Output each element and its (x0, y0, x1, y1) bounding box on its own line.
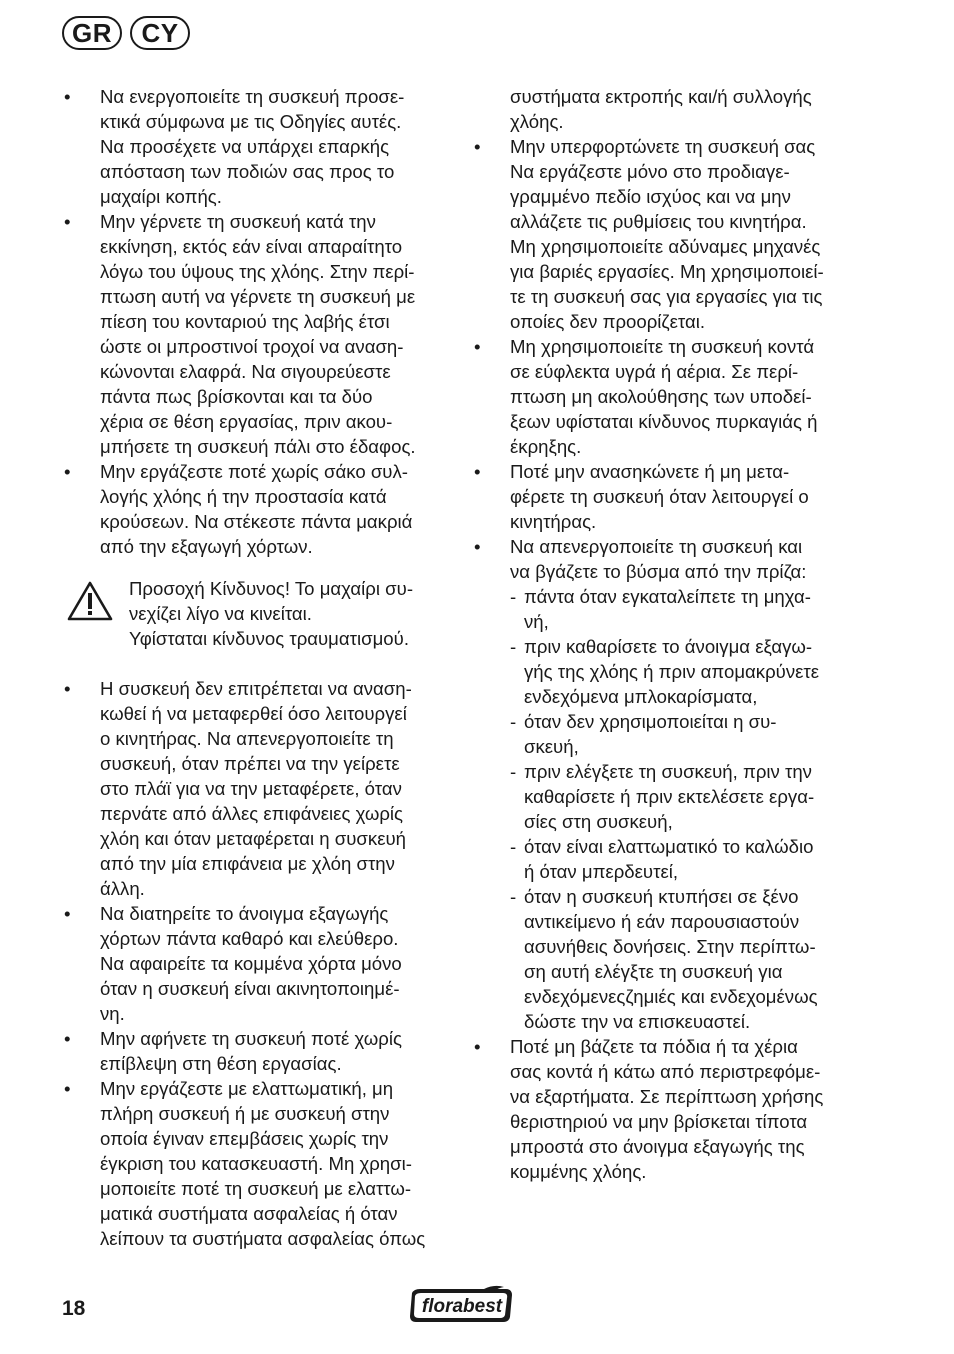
text-line: λόγω του ύψους της χλόης. Στην περί- (100, 261, 415, 282)
left-column (62, 84, 452, 1251)
text-line: κωθεί ή να μεταφερθεί όσο λειτουργεί (100, 703, 407, 724)
text-line: ενδεχόμενεςζημιές και ενδεχομένως (524, 986, 818, 1007)
text-line: όταν η συσκευή είναι ακινητοποιημέ- (100, 978, 400, 999)
text-line: να βγάζετε το βύσμα από την πρίζα: (510, 561, 807, 582)
bullet-icon: • (474, 536, 481, 557)
text-line: πτωση μη ακολούθησης των υποδεί- (510, 386, 812, 407)
text-line: γής της χλόης ή πριν απομακρύνετε (524, 661, 820, 682)
text-line: από την εξαγωγή χόρτων. (100, 536, 313, 557)
warning-line: Υφίσταται κίνδυνος τραυματισμού. (129, 628, 409, 649)
list-item (62, 901, 452, 1026)
continued-text (472, 84, 864, 134)
bullet-icon: • (474, 461, 481, 482)
text-line: τε τη συσκευή σας για εργασίες για τις (510, 286, 823, 307)
text-line: μπροστά στο άνοιγμα εξαγωγής της (510, 1136, 805, 1157)
sub-list-item (510, 709, 864, 759)
list-item (472, 459, 864, 534)
text-line: ή όταν μπερδευτεί, (524, 861, 679, 882)
text-line: έγκριση του κατασκευαστή. Μη χρησι- (100, 1153, 412, 1174)
text-line: κρούσεων. Να στέκεστε πάντα μακριά (100, 511, 413, 532)
dash-icon: - (510, 711, 517, 732)
text-line: Ποτέ μη βάζετε τα πόδια ή τα χέρια (510, 1036, 798, 1057)
text-line: πτωση αυτή να γέρνετε τη συσκευή με (100, 286, 416, 307)
text-line: ασυνήθεις δονήσεις. Στην περίπτω- (524, 936, 816, 957)
text-line: για βαριές εργασίες. Μη χρησιμοποιεί- (510, 261, 824, 282)
bullet-icon: • (64, 678, 71, 699)
text-line: Να ενεργοποιείτε τη συσκευή προσε- (100, 86, 405, 107)
text-line: Να διατηρείτε το άνοιγμα εξαγωγής (100, 903, 389, 924)
bullet-icon: • (474, 1036, 481, 1057)
text-line: χλόης. (510, 111, 564, 132)
list-item (62, 676, 452, 901)
text-line: σίες στη συσκευή, (524, 811, 673, 832)
text-line: θεριστηριού να μην βρίσκεται τίποτα (510, 1111, 808, 1132)
text-line: μπήσετε τη συσκευή πάλι στο έδαφος. (100, 436, 416, 457)
text-line: Μη χρησιμοποιείτε αδύναμες μηχανές (510, 236, 821, 257)
text-line: ματικά συστήματα ασφαλείας ή όταν (100, 1203, 398, 1224)
text-line: κώνονται ελαφρά. Να σιγουρεύεστε (100, 361, 391, 382)
text-line: αλλάζετε τις ρυθμίσεις του κινητήρα. (510, 211, 807, 232)
list-item (472, 334, 864, 459)
dash-icon: - (510, 886, 517, 907)
text-line: Να αφαιρείτε τα κομμένα χόρτα μόνο (100, 953, 402, 974)
text-line: καθαρίσετε ή πριν εκτελέσετε εργα- (524, 786, 815, 807)
text-line: στο πλάϊ για να την μεταφέρετε, όταν (100, 778, 402, 799)
sub-list-item (510, 584, 864, 634)
language-badge-gr: GR (62, 16, 122, 50)
text-line: Μην εργάζεστε με ελαττωματική, μη (100, 1078, 394, 1099)
text-line: χλόη και όταν μεταφέρεται η συσκευή (100, 828, 407, 849)
text-line: εκκίνηση, εκτός εάν είναι απαραίτητο (100, 236, 403, 257)
text-line: οποία έγιναν επεμβάσεις χωρίς την (100, 1128, 389, 1149)
text-line: ο κινητήρας. Να απενεργοποιείτε τη (100, 728, 394, 749)
sub-list-item (510, 834, 864, 884)
text-line: έκρηξης. (510, 436, 582, 457)
florabest-logo (406, 1285, 516, 1325)
text-line: κινητήρας. (510, 511, 597, 532)
text-line: Μην εργάζεστε ποτέ χωρίς σάκο συλ- (100, 461, 408, 482)
text-line: όταν δεν χρησιμοποιείται η συ- (524, 711, 777, 732)
list-item (62, 1076, 452, 1251)
warning-line: Προσοχή Κίνδυνος! Το μαχαίρι συ- (129, 578, 414, 599)
text-line: οποίες δεν προορίζεται. (510, 311, 706, 332)
bullet-icon: • (474, 336, 481, 357)
dash-icon: - (510, 636, 517, 657)
bullet-icon: • (64, 1028, 71, 1049)
right-column (472, 84, 864, 1184)
text-line: επίβλεψη στη θέση εργασίας. (100, 1053, 342, 1074)
text-line: άλλη. (100, 878, 145, 899)
text-line: από την μία επιφάνεια με χλόη στην (100, 853, 395, 874)
text-line: δώστε την να επισκευαστεί. (524, 1011, 751, 1032)
list-item (62, 459, 452, 559)
text-line: σε εύφλεκτα υγρά ή αέρια. Σε περί- (510, 361, 799, 382)
bullet-icon: • (64, 1078, 71, 1099)
text-line: κτικά σύμφωνα με τις Οδηγίες αυτές. (100, 111, 402, 132)
text-line: ώστε οι μπροστινοί τροχοί να αναση- (100, 336, 404, 357)
text-line: πριν ελέγξετε τη συσκευή, πριν την (524, 761, 812, 782)
text-line: ση αυτή ελέγξτε τη συσκευή για (524, 961, 783, 982)
page-number: 18 (62, 1297, 86, 1320)
text-line: σας κοντά ή κάτω από περιστρεφόμε- (510, 1061, 821, 1082)
text-line: αντικείμενο ή εάν παρουσιαστούν (524, 911, 800, 932)
text-line: περνάτε από άλλες επιφάνειες χωρίς (100, 803, 404, 824)
text-line: Η συσκευή δεν επιτρέπεται να αναση- (100, 678, 412, 699)
warning-triangle-icon (66, 580, 114, 622)
sub-list-item (510, 634, 864, 709)
sub-list-item (510, 759, 864, 834)
svg-text:florabest: florabest (421, 1296, 503, 1317)
text-line: μοποιείτε ποτέ τη συσκευή με ελαττω- (100, 1178, 412, 1199)
list-item (472, 1034, 864, 1184)
sub-list-item (510, 884, 864, 1034)
text-line: πίεση του κονταριού της λαβής έτσι (100, 311, 390, 332)
list-item (472, 134, 864, 334)
list-item (62, 84, 452, 209)
bullet-list (62, 676, 452, 1251)
text-line: ξεων υφίσταται κίνδυνος πυρκαγιάς ή (510, 411, 818, 432)
text-line: μαχαίρι κοπής. (100, 186, 222, 207)
text-line: συσκευή, όταν πρέπει να την γείρετε (100, 753, 400, 774)
bullet-list (472, 134, 864, 1184)
text-line: Μην υπερφορτώνετε τη συσκευή σας (510, 136, 816, 157)
text-line: να εξαρτήματα. Σε περίπτωση χρήσης (510, 1086, 824, 1107)
text-line: Μην γέρνετε τη συσκευή κατά την (100, 211, 376, 232)
bullet-icon: • (64, 86, 71, 107)
bullet-icon: • (64, 461, 71, 482)
text-line: όταν είναι ελαττωματικό το καλώδιο (524, 836, 814, 857)
dash-icon: - (510, 836, 517, 857)
warning-line: νεχίζει λίγο να κινείται. (129, 603, 312, 624)
language-badge-cy: CY (130, 16, 190, 50)
bullet-icon: • (64, 903, 71, 924)
text-line: πάντα πως βρίσκονται και τα δύο (100, 386, 373, 407)
list-item (472, 534, 864, 1034)
list-item (62, 209, 452, 459)
text-line: σκευή, (524, 736, 579, 757)
bullet-icon: • (64, 211, 71, 232)
text-line: Ποτέ μην ανασηκώνετε ή μη μετα- (510, 461, 790, 482)
text-line: χόρτων πάντα καθαρό και ελεύθερο. (100, 928, 399, 949)
language-badges (62, 16, 190, 50)
text-line: Να απενεργοποιείτε τη συσκευή και (510, 536, 803, 557)
text-line: λογής χλόης ή την προστασία κατά (100, 486, 387, 507)
dash-icon: - (510, 761, 517, 782)
text-line: απόσταση των ποδιών σας προς το (100, 161, 395, 182)
text-line: νή, (524, 611, 549, 632)
dash-icon: - (510, 586, 517, 607)
bullet-icon: • (474, 136, 481, 157)
bullet-list (62, 84, 452, 559)
text-line: Μην αφήνετε τη συσκευή ποτέ χωρίς (100, 1028, 402, 1049)
list-item (62, 1026, 452, 1076)
text-line: Να εργάζεστε μόνο στο προδιαγε- (510, 161, 790, 182)
text-line: πριν καθαρίσετε το άνοιγμα εξαγω- (524, 636, 813, 657)
text-line: γραμμένο πεδίο ισχύος και να μην (510, 186, 791, 207)
text-line: λείπουν τα συστήματα ασφαλείας όπως (100, 1228, 426, 1249)
text-line: πάντα όταν εγκαταλείπετε τη μηχα- (524, 586, 811, 607)
text-line: όταν η συσκευή κτυπήσει σε ξένο (524, 886, 799, 907)
text-line: Να προσέχετε να υπάρχει επαρκής (100, 136, 390, 157)
text-line: χέρια σε θέση εργασίας, πριν ακου- (100, 411, 393, 432)
text-line: φέρετε τη συσκευή όταν λειτουργεί ο (510, 486, 809, 507)
text-line: ενδεχόμενα μπλοκαρίσματα, (524, 686, 758, 707)
text-line: πλήρη συσκευή ή με συσκευή στην (100, 1103, 390, 1124)
text-line: συστήματα εκτροπής και/ή συλλογής (510, 86, 812, 107)
warning-notice (62, 576, 452, 651)
text-line: νη. (100, 1003, 125, 1024)
text-line: κομμένης χλόης. (510, 1161, 647, 1182)
text-line: Μη χρησιμοποιείτε τη συσκευή κοντά (510, 336, 815, 357)
